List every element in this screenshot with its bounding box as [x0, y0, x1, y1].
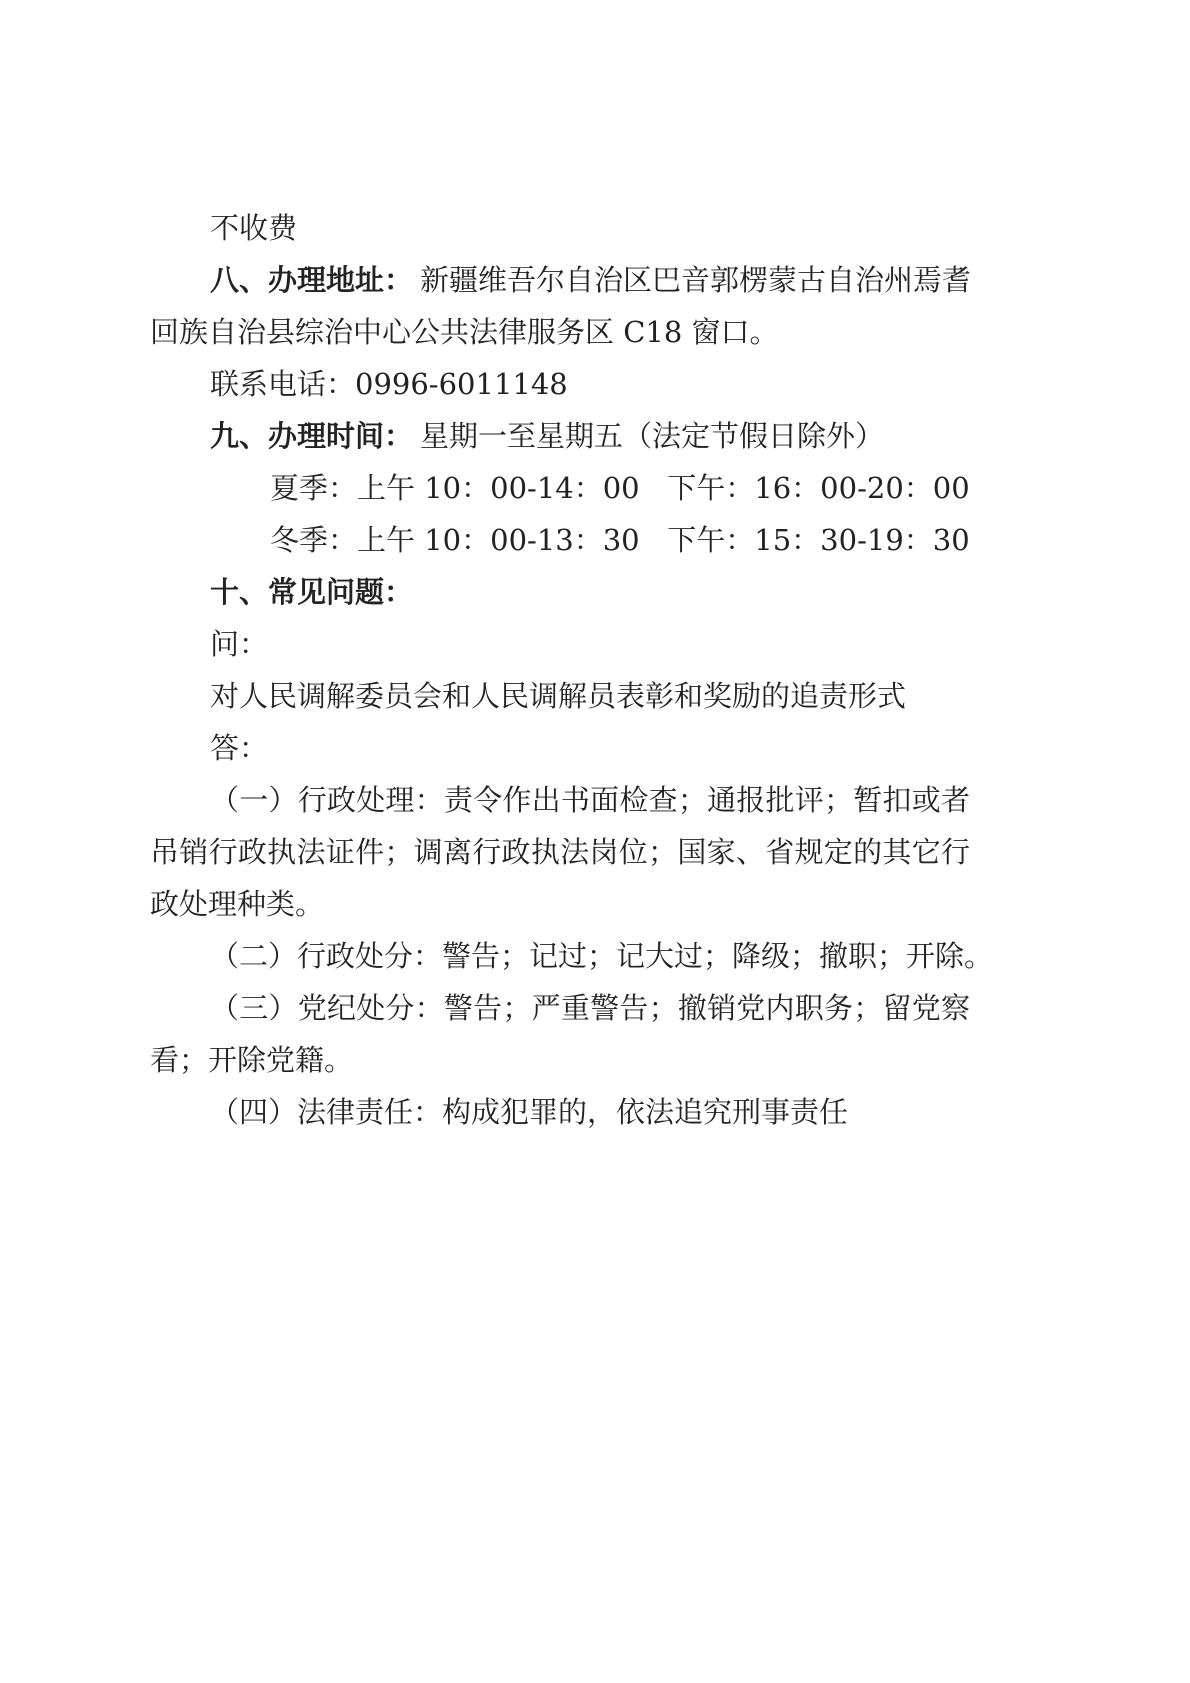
faq-answer-label: 答：: [210, 731, 269, 765]
answer-1-line-2: 吊销行政执法证件；调离行政执法岗位；国家、省规定的其它行: [150, 835, 970, 869]
contact-phone: 联系电话：0996-6011148: [210, 367, 568, 401]
answer-1-line-1: （一）行政处理：责令作出书面检查；通报批评；暂扣或者: [210, 783, 970, 817]
hours-heading: 九、办理时间：: [210, 419, 414, 453]
address-line-1: 新疆维吾尔自治区巴音郭楞蒙古自治州焉耆: [420, 263, 972, 297]
faq-question: 对人民调解委员会和人民调解员表彰和奖励的追责形式: [210, 679, 907, 713]
hours-summer: 夏季：上午 10：00-14：00 下午：16：00-20：00: [270, 471, 970, 505]
hours-days: 星期一至星期五（法定节假日除外）: [420, 419, 885, 453]
faq-question-label: 问：: [210, 627, 269, 661]
faq-heading: 十、常见问题：: [210, 575, 414, 609]
answer-3-line-2: 看；开除党籍。: [150, 1043, 354, 1077]
address-line-2: 回族自治县综治中心公共法律服务区 C18 窗口。: [150, 315, 779, 349]
answer-3-line-1: （三）党纪处分：警告；严重警告；撤销党内职务；留党察: [210, 991, 970, 1025]
answer-2: （二）行政处分：警告；记过；记大过；降级；撤职；开除。: [210, 939, 994, 973]
answer-4: （四）法律责任：构成犯罪的，依法追究刑事责任: [210, 1095, 849, 1129]
answer-1-line-3: 政处理种类。: [150, 887, 325, 921]
address-heading: 八、办理地址：: [210, 263, 414, 297]
fee-text: 不收费: [210, 211, 298, 245]
hours-winter: 冬季：上午 10：00-13：30 下午：15：30-19：30: [270, 523, 970, 557]
